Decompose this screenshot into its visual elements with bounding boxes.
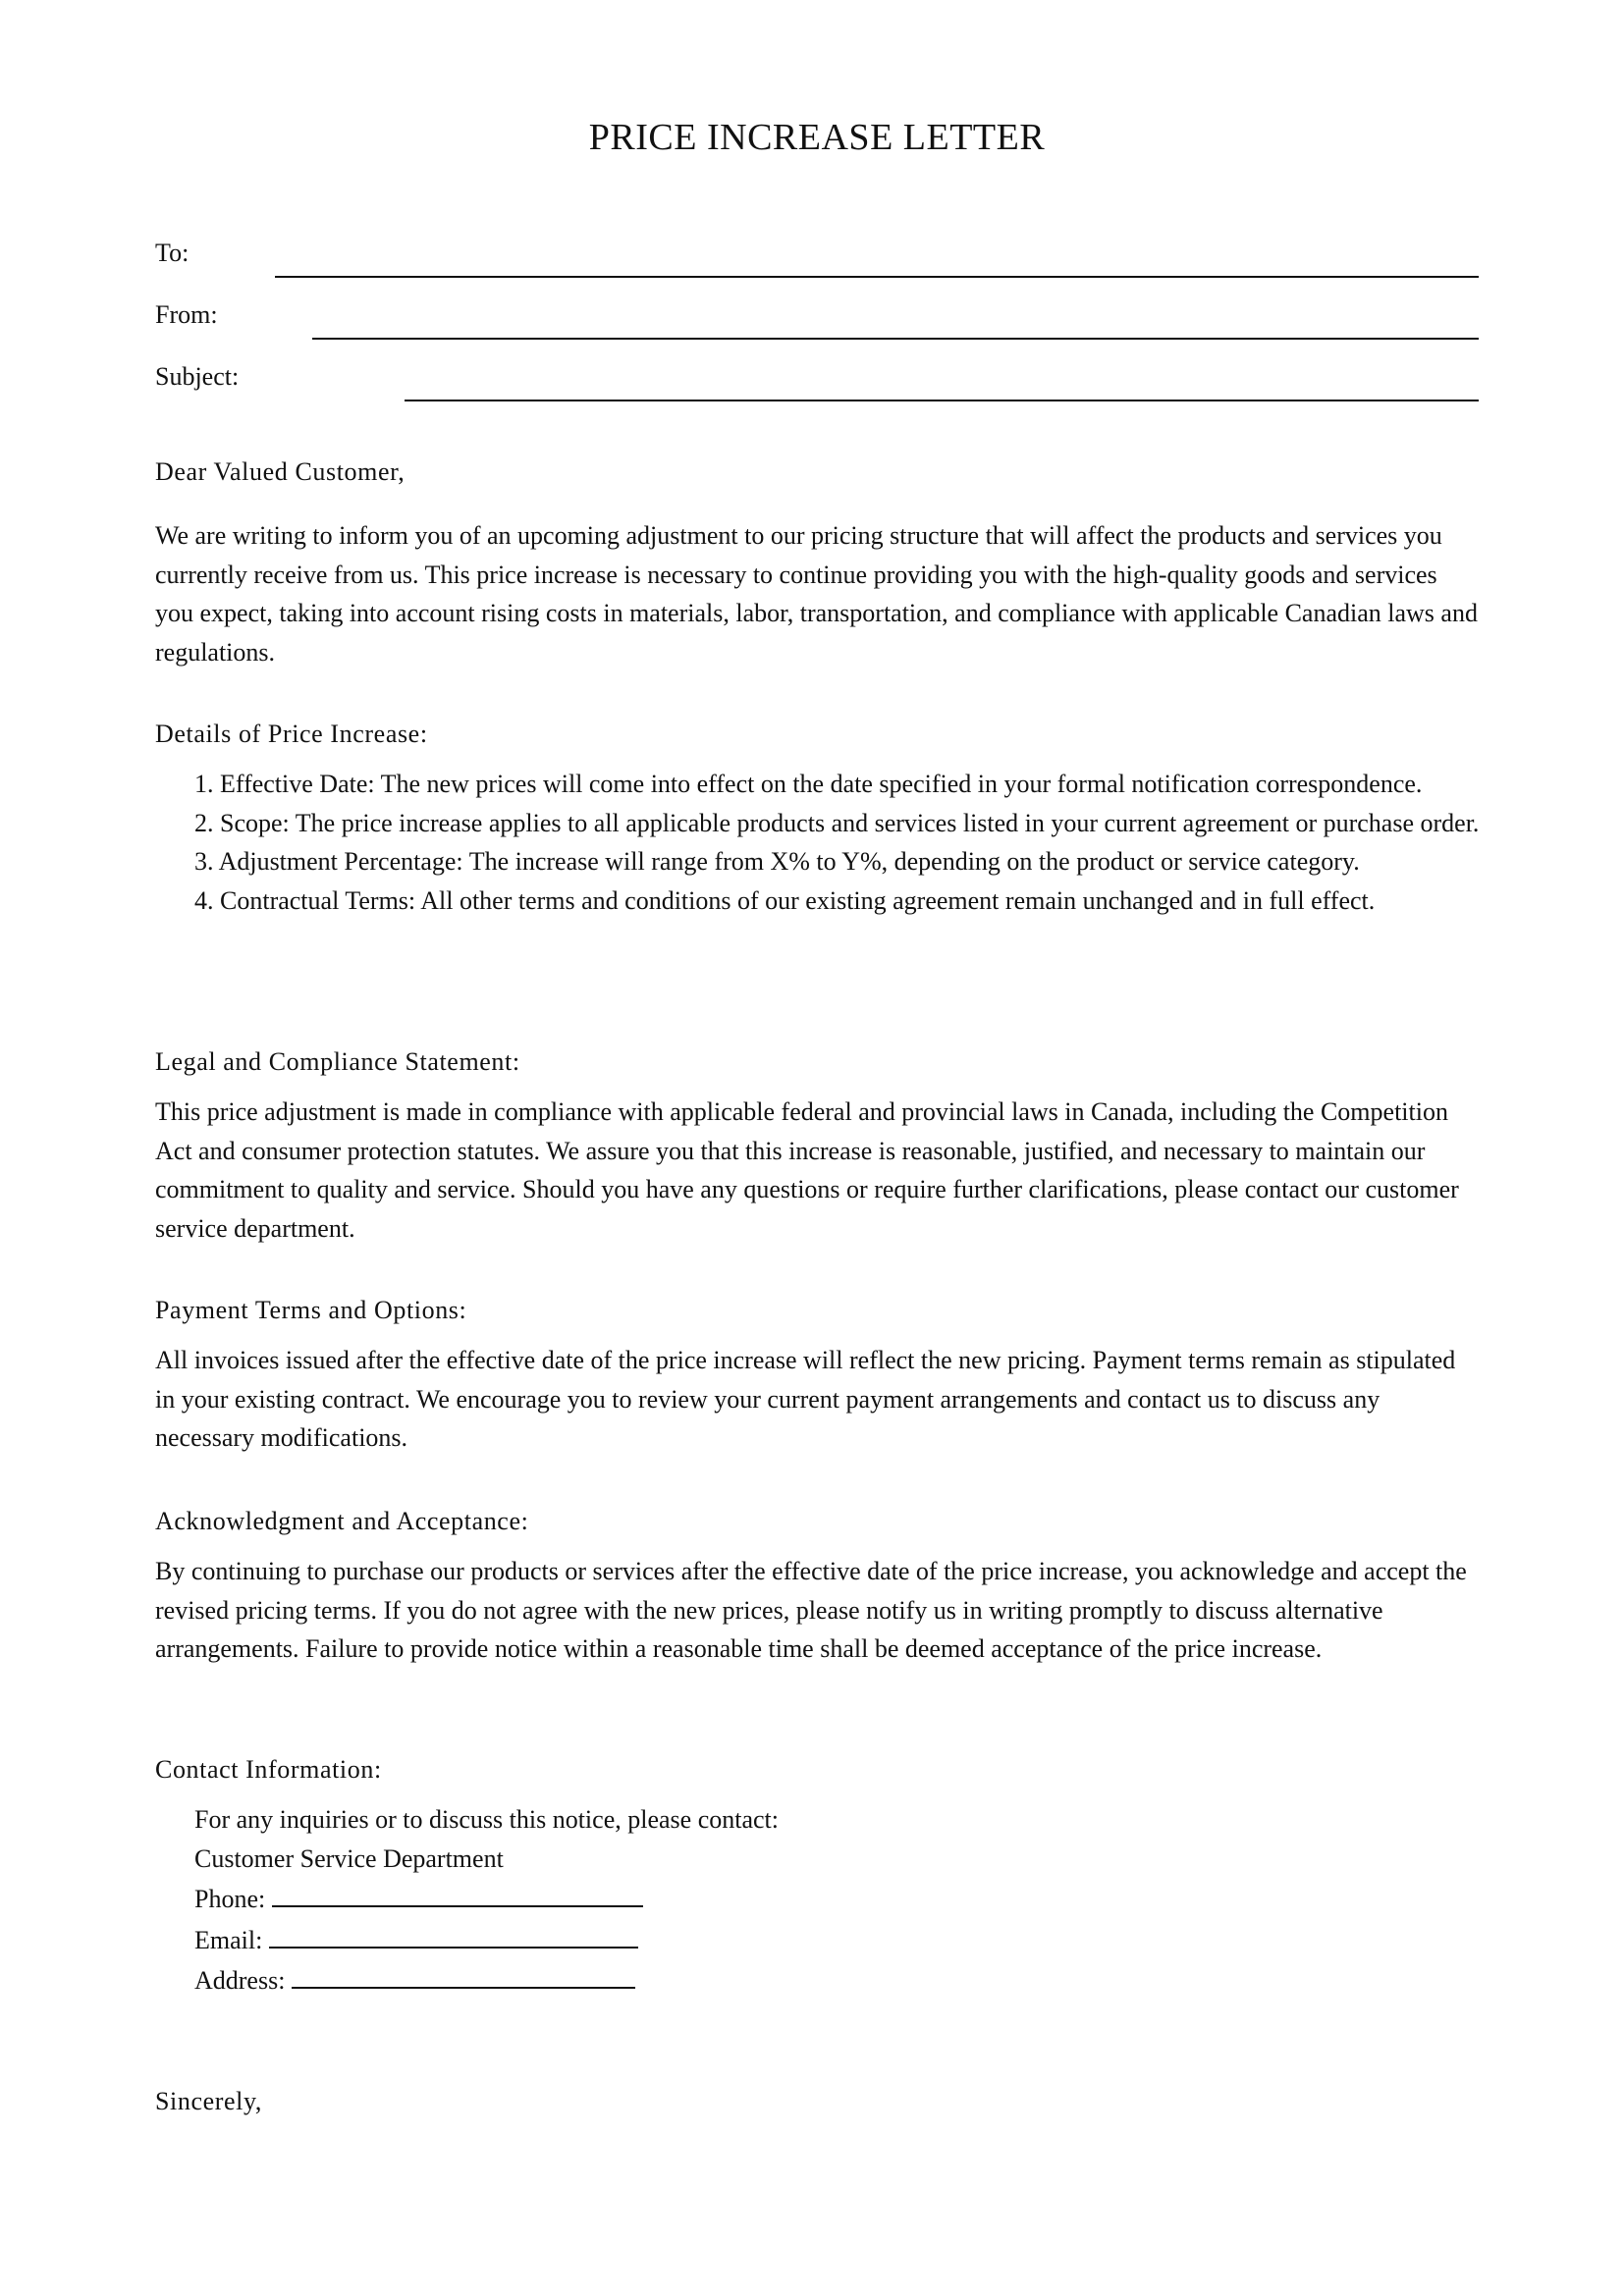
to-line[interactable] xyxy=(275,276,1479,278)
email-label: Email: xyxy=(194,1925,269,1954)
to-field[interactable] xyxy=(155,239,1479,278)
legal-heading: Legal and Compliance Statement: xyxy=(155,1047,520,1076)
email-row xyxy=(194,1919,779,1960)
from-label: From: xyxy=(155,300,218,329)
list-item: 2. Scope: The price increase applies to all applicable products and services listed in your current agreement or purchase order. xyxy=(194,808,1480,837)
contact-intro: For any inquiries or to discuss this notice, please contact: xyxy=(194,1805,779,1834)
list-item: 1. Effective Date: The new prices will come into effect on the date specified in your formal notification correspondence. xyxy=(194,770,1423,798)
list-item: 3. Adjustment Percentage: The increase will range from X% to Y%, depending on the product or service category. xyxy=(194,847,1360,876)
from-line[interactable] xyxy=(312,338,1479,340)
phone-label: Phone: xyxy=(194,1885,272,1913)
to-label: To: xyxy=(155,239,189,267)
list-item: 4. Contractual Terms: All other terms and conditions of our existing agreement remain unchanged and in full effect. xyxy=(194,885,1376,915)
contact-department: Customer Service Department xyxy=(194,1843,504,1873)
closing: Sincerely, xyxy=(155,2087,262,2115)
acknowledgment-paragraph: By continuing to purchase our products or services after the effective date of the price increase, you acknowledge and accept the revised pricing terms. If you do not agree with the new prices, please notify us in writing promptly to discuss alternative arrangements. Failure to provide notice within a reasonable time shall be deemed acceptance of the price increase. xyxy=(155,1557,1467,1663)
acknowledgment-heading: Acknowledgment and Acceptance: xyxy=(155,1507,529,1535)
contact-block xyxy=(194,1800,779,2001)
page-title: PRICE INCREASE LETTER xyxy=(588,117,1046,158)
address-label: Address: xyxy=(194,1966,292,1995)
from-field[interactable] xyxy=(155,300,1479,340)
legal-paragraph: This price adjustment is made in compliance with applicable federal and provincial laws in Canada, including the Competition Act and consumer protection statutes. We assure you that this increase is reasonable, justified, and necessary to maintain our commitment to quality and service. Should you have any questions or require further clarifications, please contact our customer service department. xyxy=(155,1097,1459,1243)
phone-row xyxy=(194,1878,779,1919)
payment-paragraph: All invoices issued after the effective date of the price increase will reflect the new pricing. Payment terms remain as stipulated in your existing contract. We encourage you to review your current payment arrangements and contact us to discuss any necessary modifications. xyxy=(155,1346,1456,1452)
intro-paragraph: We are writing to inform you of an upcoming adjustment to our pricing structure that will affect the products and services you currently receive from us. This price increase is necessary to continue providing you with the high-quality goods and services you expect, taking into account rising costs in materials, labor, transportation, and compliance with applicable Canadian laws and regulations. xyxy=(155,521,1478,667)
email-field[interactable] xyxy=(269,1919,638,1949)
subject-label: Subject: xyxy=(155,362,240,391)
payment-heading: Payment Terms and Options: xyxy=(155,1296,467,1324)
address-row xyxy=(194,1959,779,2001)
salutation: Dear Valued Customer, xyxy=(155,457,406,486)
contact-heading: Contact Information: xyxy=(155,1755,382,1784)
subject-field[interactable] xyxy=(155,362,1479,401)
address-field[interactable] xyxy=(292,1959,635,1989)
details-list xyxy=(194,765,1500,920)
phone-field[interactable] xyxy=(272,1878,643,1907)
subject-line[interactable] xyxy=(405,400,1479,401)
details-heading: Details of Price Increase: xyxy=(155,720,428,748)
